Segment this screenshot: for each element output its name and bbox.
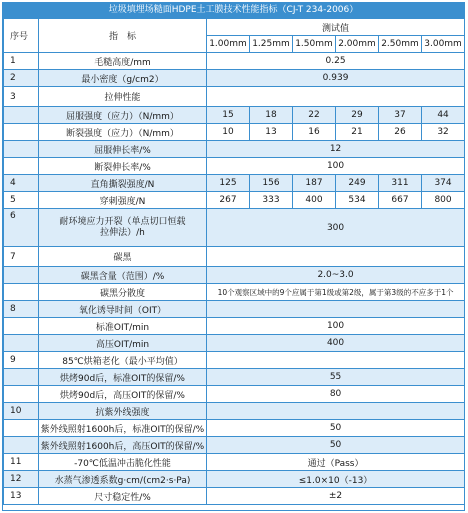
header-item: 指 标 [39,19,207,53]
thickness-5: 2.50mm [379,36,422,53]
row-value [207,87,465,107]
row-value [207,352,465,369]
table-row [4,53,465,70]
row-no: 12 [4,471,39,488]
table-row [4,70,465,87]
row-item: 穿刺强度/N [39,192,207,209]
row-cell: 22 [293,107,336,124]
row-item: -70℃低温冲击脆化性能 [39,454,207,471]
row-item: 毛糙高度/mm [39,53,207,70]
row-no: 9 [4,352,39,369]
row-item: 最小密度（g/cm2） [39,70,207,87]
row-no [4,437,39,454]
row-value: 50 [207,420,465,437]
row-value: 50 [207,437,465,454]
thickness-3: 1.50mm [293,36,336,53]
spec-table-panel [2,2,465,511]
row-value: ±2 [207,488,465,505]
row-cell: 10 [207,124,250,141]
table-row [4,175,465,192]
row-cell: 374 [422,175,465,192]
table-row [4,267,465,284]
table-title: 垃圾填埋场糙面HDPE土工膜技术性能指标（CJ-T 234-2006） [3,3,464,18]
thickness-4: 2.00mm [336,36,379,53]
row-value: 55 [207,369,465,386]
row-cell: 400 [293,192,336,209]
row-no [4,420,39,437]
thickness-2: 1.25mm [250,36,293,53]
spec-table [3,18,465,505]
table-row [4,87,465,107]
row-value: 0.939 [207,70,465,87]
row-no: 2 [4,70,39,87]
row-value: 2.0~3.0 [207,267,465,284]
row-item: 断裂强度（应力）（N/mm） [39,124,207,141]
row-cell: 16 [293,124,336,141]
row-cell: 125 [207,175,250,192]
row-no: 10 [4,403,39,420]
table-row [4,403,465,420]
table-row [4,386,465,403]
thickness-1: 1.00mm [207,36,250,53]
table-row [4,301,465,318]
row-no: 6 [4,209,39,247]
row-item: 烘烤90d后，高压OIT的保留/% [39,386,207,403]
row-value: 0.25 [207,53,465,70]
row-cell: 15 [207,107,250,124]
table-row [4,471,465,488]
row-no: 4 [4,175,39,192]
table-row [4,369,465,386]
row-value: 100 [207,318,465,335]
row-cell: 156 [250,175,293,192]
row-no [4,107,39,124]
row-item: 氧化诱导时间（OIT） [39,301,207,318]
row-no [4,284,39,301]
row-item: 屈服强度（应力）（N/mm） [39,107,207,124]
table-row [4,192,465,209]
row-no [4,335,39,352]
row-cell: 32 [422,124,465,141]
row-cell: 311 [379,175,422,192]
row-no [4,386,39,403]
table-row [4,454,465,471]
thickness-6: 3.00mm [422,36,465,53]
row-item: 耐环境应力开裂（单点切口恒载拉伸法）/h [39,209,207,247]
row-item: 紫外线照射1600h后，标准OIT的保留/% [39,420,207,437]
row-item: 85℃烘箱老化（最小平均值） [39,352,207,369]
row-item: 拉伸性能 [39,87,207,107]
row-value: 12 [207,141,465,158]
row-cell: 267 [207,192,250,209]
row-cell: 800 [422,192,465,209]
row-no [4,369,39,386]
row-item: 标准OIT/min [39,318,207,335]
row-no: 5 [4,192,39,209]
row-value: 400 [207,335,465,352]
header-row [4,19,465,36]
row-cell: 18 [250,107,293,124]
row-no: 13 [4,488,39,505]
row-no [4,124,39,141]
table-row [4,107,465,124]
row-cell: 29 [336,107,379,124]
row-no [4,318,39,335]
row-item: 高压OIT/min [39,335,207,352]
row-no [4,158,39,175]
table-row [4,124,465,141]
row-item: 直角撕裂强度/N [39,175,207,192]
table-row [4,437,465,454]
row-cell: 26 [379,124,422,141]
row-cell: 37 [379,107,422,124]
row-item: 水蒸气渗透系数g·cm/(cm2·s·Pa) [39,471,207,488]
table-row [4,335,465,352]
table-row [4,488,465,505]
table-row [4,318,465,335]
row-cell: 44 [422,107,465,124]
row-value: 100 [207,158,465,175]
row-no: 3 [4,87,39,107]
row-item: 紫外线照射1600h后，高压OIT的保留/% [39,437,207,454]
row-cell: 333 [250,192,293,209]
header-test-value: 测试值 [207,19,465,36]
row-item: 断裂伸长率/% [39,158,207,175]
row-value: 300 [207,209,465,247]
table-row [4,247,465,267]
table-row [4,209,465,247]
row-cell: 534 [336,192,379,209]
row-item: 屈服伸长率/% [39,141,207,158]
row-cell: 667 [379,192,422,209]
header-no: 序号 [4,19,39,53]
row-cell: 249 [336,175,379,192]
row-value [207,301,465,318]
row-item: 碳黑分散度 [39,284,207,301]
row-item: 烘烤90d后，标准OIT的保留/% [39,369,207,386]
row-no [4,267,39,284]
row-item: 尺寸稳定性/% [39,488,207,505]
row-item: 碳黑 [39,247,207,267]
table-row [4,158,465,175]
row-value [207,403,465,420]
row-value: 通过（Pass） [207,454,465,471]
row-cell: 13 [250,124,293,141]
row-item: 抗紫外线强度 [39,403,207,420]
table-row [4,352,465,369]
table-row [4,141,465,158]
row-cell: 21 [336,124,379,141]
row-value [207,247,465,267]
row-cell: 187 [293,175,336,192]
table-row [4,420,465,437]
row-item: 碳黑含量（范围）/% [39,267,207,284]
row-no [4,141,39,158]
row-no: 1 [4,53,39,70]
table-row [4,284,465,301]
row-no: 8 [4,301,39,318]
row-no: 11 [4,454,39,471]
row-no: 7 [4,247,39,267]
row-value: 80 [207,386,465,403]
row-value: 10个观察区域中的9个应属于第1级或第2级，属于第3级的不应多于1个 [207,284,465,301]
row-value: ≤1.0×10（-13） [207,471,465,488]
